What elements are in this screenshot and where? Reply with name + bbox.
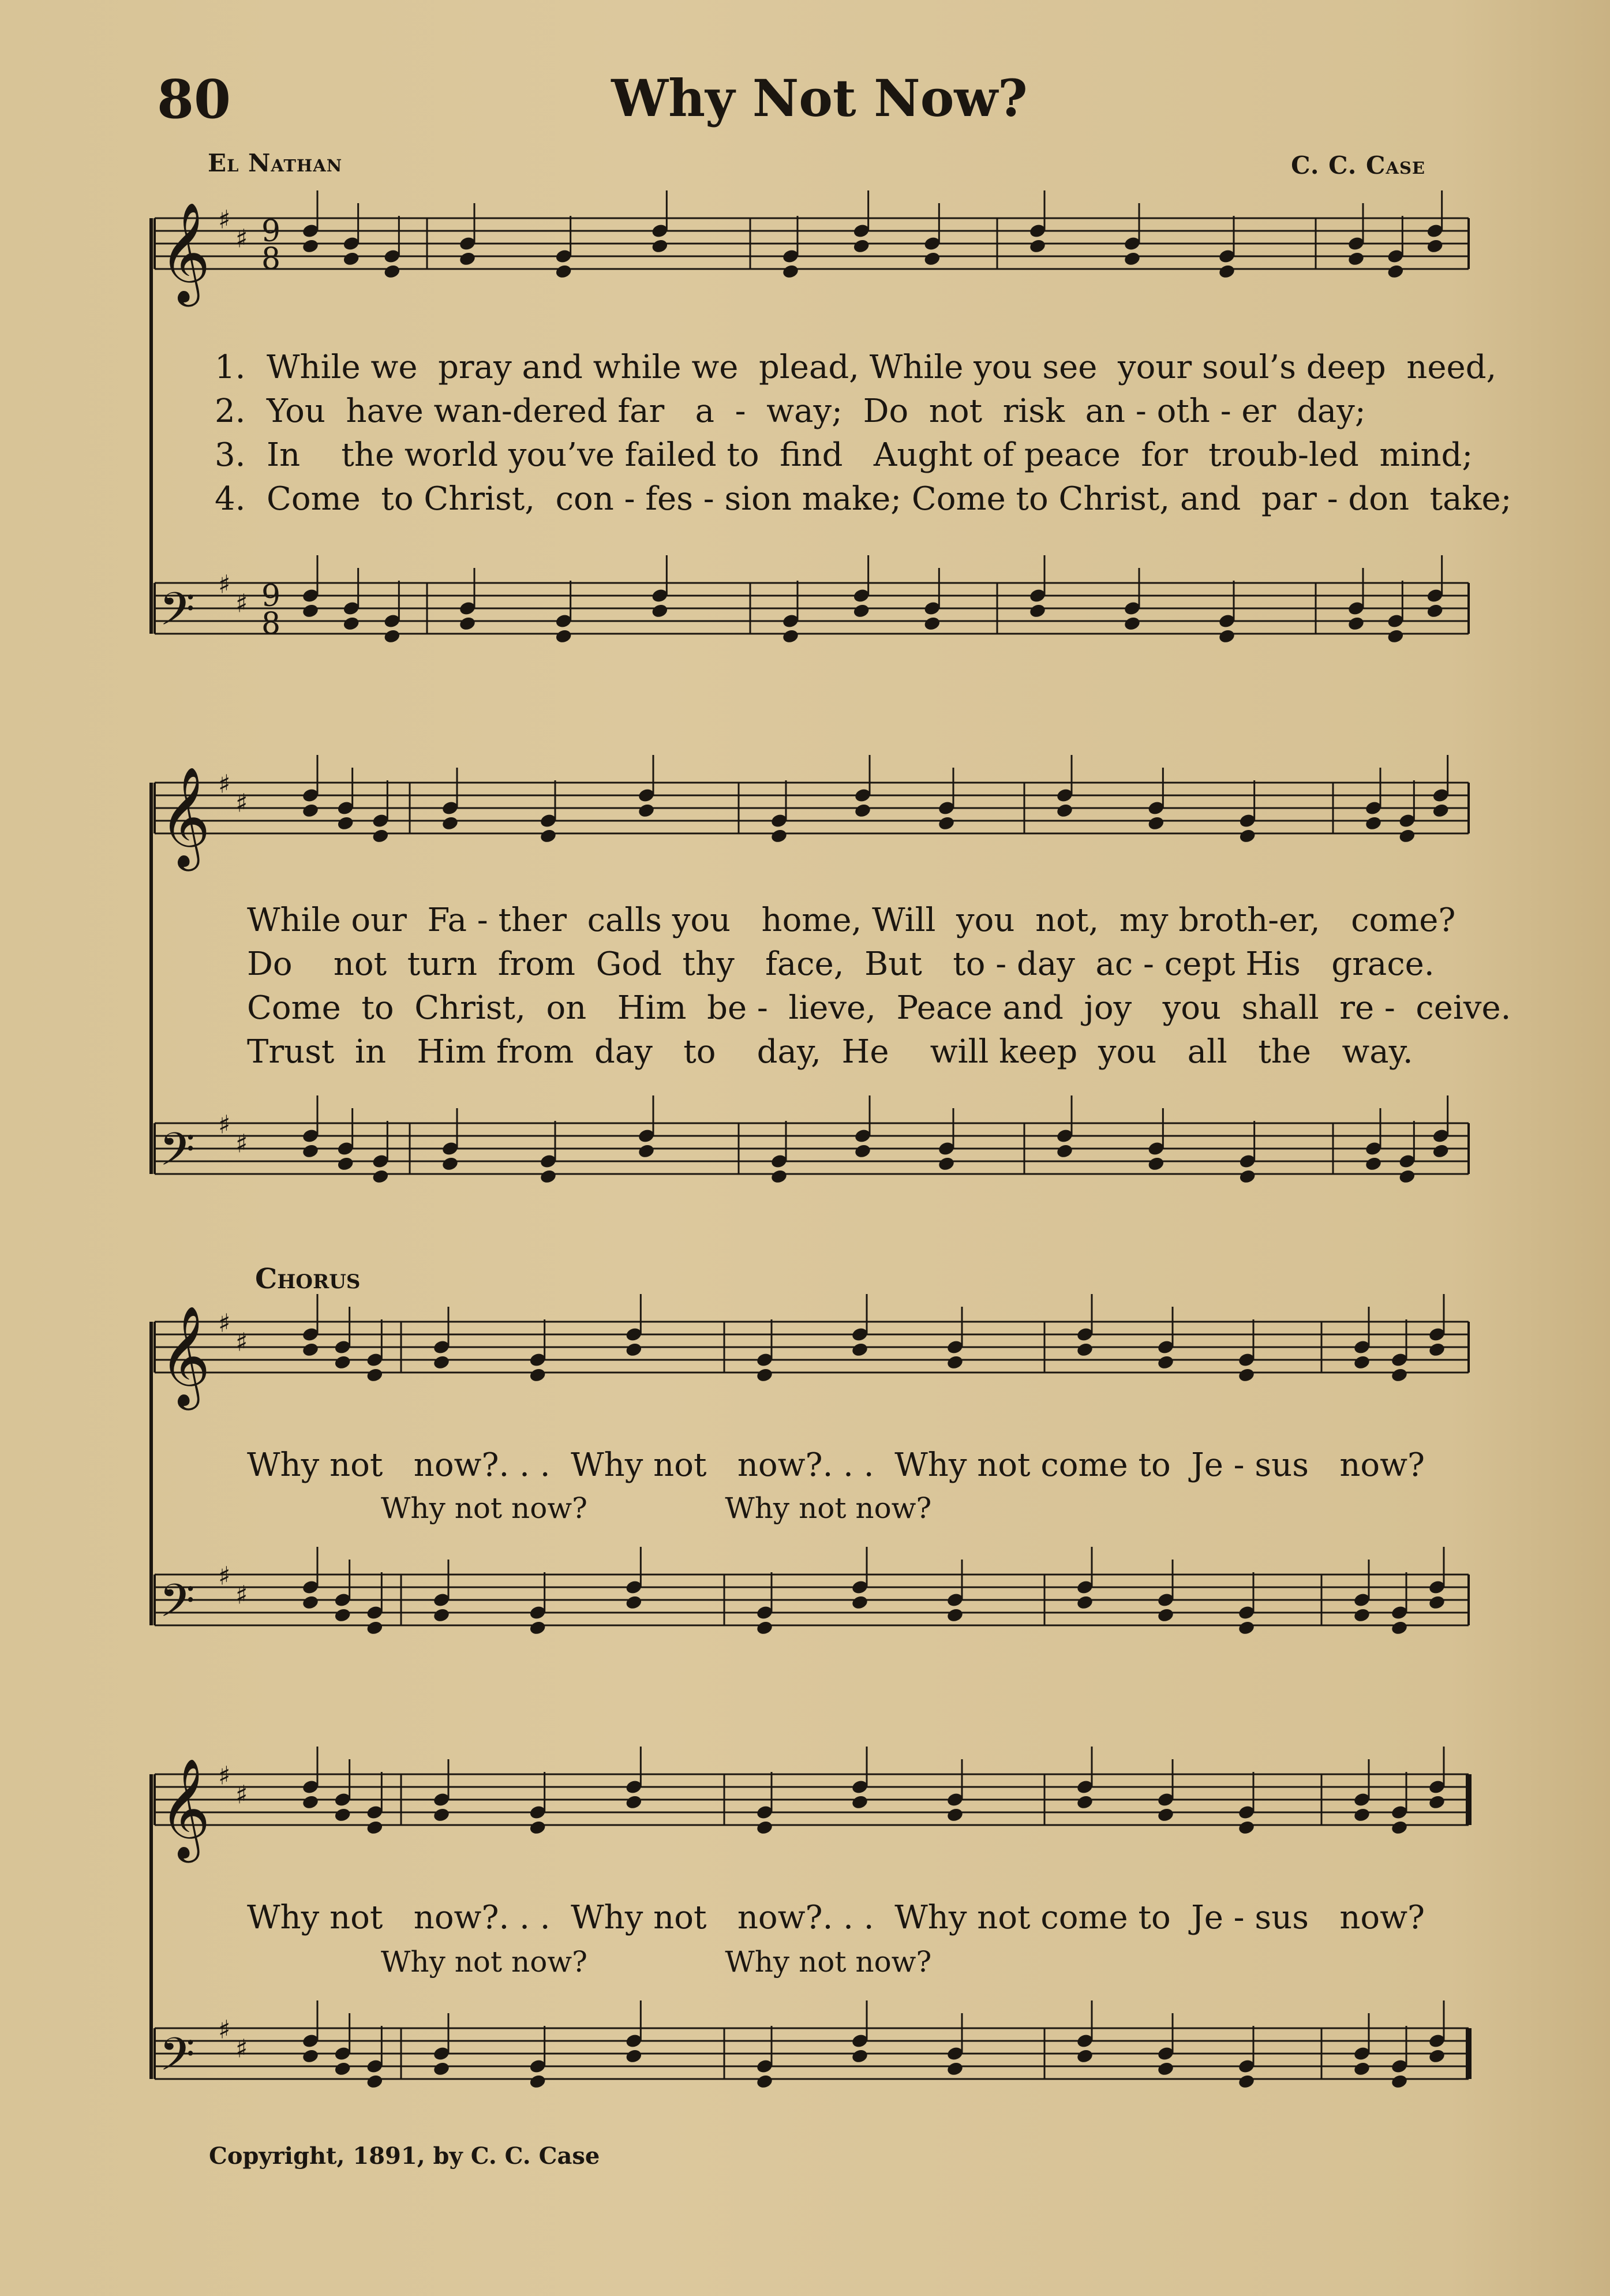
note-head: [529, 1820, 546, 1836]
note-head: [529, 2074, 546, 2090]
note-head: [625, 1794, 643, 1811]
sharp-icon: ♯: [235, 788, 248, 818]
note-head: [1123, 251, 1141, 267]
treble-clef-icon: 𝄞: [159, 766, 211, 867]
note-head: [853, 803, 871, 819]
note-head: [1347, 616, 1365, 632]
note-head: [651, 238, 669, 255]
note-head: [441, 816, 459, 832]
note-head: [334, 1607, 351, 1624]
treble-clef-icon: 𝄞: [159, 1306, 211, 1406]
note-head: [637, 803, 655, 819]
note-head: [301, 238, 319, 255]
note-head: [1028, 603, 1046, 619]
note-head: [1147, 816, 1165, 832]
note-head: [1347, 251, 1365, 267]
note-head: [441, 1156, 459, 1172]
verse-1-line-b: While our Fa - ther calls you home, Will you not, my broth-er, come?: [247, 902, 1456, 939]
note-head: [1426, 603, 1444, 619]
note-head: [529, 1367, 546, 1383]
note-head: [1428, 1342, 1446, 1358]
bass-clef-icon: 𝄢: [159, 1574, 195, 1639]
note-head: [852, 238, 870, 255]
note-head: [432, 1355, 450, 1371]
note-head: [1055, 803, 1073, 819]
note-head: [1028, 238, 1046, 255]
note-head: [625, 1595, 643, 1611]
sharp-icon: ♯: [235, 589, 248, 619]
chorus-1-echo: Why not now? Why not now?: [381, 1491, 932, 1525]
note-head: [372, 1169, 390, 1185]
note-head: [539, 828, 557, 844]
note-head: [625, 1342, 643, 1358]
note-head: [334, 1807, 351, 1823]
note-head: [625, 2048, 643, 2065]
bass-clef-icon: 𝄢: [159, 1123, 195, 1187]
note-head: [334, 1355, 351, 1371]
note-head: [529, 1620, 546, 1636]
note-head: [336, 816, 354, 832]
verse-3-line-b: Come to Christ, on Him be - lieve, Peace and joy you shall re - ceive.: [247, 989, 1511, 1027]
note-head: [301, 2048, 319, 2065]
note-head: [1353, 1607, 1371, 1624]
note-head: [301, 1595, 319, 1611]
note-head: [637, 1143, 655, 1160]
note-head: [851, 1794, 868, 1811]
note-head: [1398, 828, 1416, 844]
note-head: [301, 1794, 319, 1811]
sharp-icon: ♯: [218, 1761, 231, 1791]
bass-clef-icon: 𝄢: [159, 2028, 195, 2092]
note-head: [383, 264, 401, 280]
note-head: [781, 629, 799, 645]
verse-3-line-a: 3. In the world you’ve failed to find Aught of peace for troub-led mind;: [215, 436, 1473, 474]
chorus-2-lyrics: Why not now?. . . Why not now?. . . Why not come to Je - sus now?: [247, 1899, 1425, 1936]
note-head: [1237, 2074, 1255, 2090]
note-head: [755, 1820, 773, 1836]
time-signature-top: 9: [261, 579, 281, 614]
note-head: [1364, 1156, 1382, 1172]
note-head: [372, 828, 390, 844]
verse-4-line-a: 4. Come to Christ, con - fes - sion make; Come to Christ, and par - don take;: [215, 480, 1512, 518]
note-head: [755, 2074, 773, 2090]
bass-clef-icon: 𝄢: [159, 582, 195, 647]
note-head: [853, 1143, 871, 1160]
note-head: [301, 1143, 319, 1160]
note-head: [1076, 2048, 1094, 2065]
chorus-label: Chorus: [255, 1263, 361, 1295]
verse-2-line-a: 2. You have wan-dered far a - way; Do not risk an - oth - er day;: [215, 392, 1366, 430]
verse-2-line-b: Do not turn from God thy face, But to - day ac - cept His grace.: [247, 945, 1435, 983]
page-number: 80: [157, 68, 231, 130]
note-head: [458, 616, 476, 632]
sharp-icon: ♯: [235, 1129, 248, 1159]
note-head: [781, 264, 799, 280]
note-head: [1428, 1794, 1446, 1811]
note-head: [366, 1820, 384, 1836]
sharp-icon: ♯: [235, 2034, 248, 2064]
note-head: [1432, 1143, 1450, 1160]
note-head: [651, 603, 669, 619]
note-head: [366, 1620, 384, 1636]
note-head: [1156, 2061, 1174, 2077]
note-head: [555, 629, 572, 645]
note-head: [1076, 1794, 1094, 1811]
note-head: [946, 1807, 964, 1823]
note-head: [937, 816, 955, 832]
treble-clef-icon: 𝄞: [159, 202, 211, 302]
note-head: [1432, 803, 1450, 819]
note-head: [432, 1807, 450, 1823]
note-head: [1353, 1807, 1371, 1823]
note-head: [1353, 1355, 1371, 1371]
note-head: [1428, 2048, 1446, 2065]
note-head: [923, 251, 941, 267]
note-head: [1076, 1342, 1094, 1358]
verse-1-line-a: 1. While we pray and while we plead, While you see your soul’s deep need,: [215, 349, 1497, 386]
note-head: [432, 2061, 450, 2077]
note-head: [1390, 1820, 1408, 1836]
copyright-notice: Copyright, 1891, by C. C. Case: [209, 2142, 600, 2170]
verse-4-line-b: Trust in Him from day to day, He will keep you all the way.: [247, 1033, 1413, 1071]
note-head: [342, 251, 360, 267]
sharp-icon: ♯: [218, 205, 231, 235]
note-head: [555, 264, 572, 280]
note-head: [851, 1342, 868, 1358]
note-head: [1218, 629, 1235, 645]
treble-clef-icon: 𝄞: [159, 1758, 211, 1859]
note-head: [1123, 616, 1141, 632]
note-head: [1390, 2074, 1408, 2090]
note-head: [946, 1355, 964, 1371]
note-head: [1428, 1595, 1446, 1611]
note-head: [342, 616, 360, 632]
note-head: [937, 1156, 955, 1172]
note-head: [1156, 1807, 1174, 1823]
note-head: [923, 616, 941, 632]
note-head: [1218, 264, 1235, 280]
note-head: [1353, 2061, 1371, 2077]
note-head: [1055, 1143, 1073, 1160]
note-head: [301, 1342, 319, 1358]
note-head: [851, 2048, 868, 2065]
sharp-icon: ♯: [218, 769, 231, 799]
note-head: [1364, 816, 1382, 832]
note-head: [755, 1620, 773, 1636]
chorus-1-lyrics: Why not now?. . . Why not now?. . . Why not come to Je - sus now?: [247, 1446, 1425, 1484]
time-signature-bottom: 8: [261, 607, 281, 641]
note-head: [946, 2061, 964, 2077]
note-head: [366, 2074, 384, 2090]
sharp-icon: ♯: [218, 1110, 231, 1140]
sharp-icon: ♯: [218, 1308, 231, 1338]
hymn-title: Why Not Now?: [611, 68, 1028, 128]
note-head: [336, 1156, 354, 1172]
note-head: [458, 251, 476, 267]
chorus-2-echo: Why not now? Why not now?: [381, 1945, 932, 1979]
note-head: [1156, 1607, 1174, 1624]
author-credit: El Nathan: [208, 149, 343, 177]
note-head: [334, 2061, 351, 2077]
note-head: [383, 629, 401, 645]
note-head: [770, 828, 788, 844]
sharp-icon: ♯: [235, 1580, 248, 1610]
sharp-icon: ♯: [235, 1780, 248, 1810]
note-head: [1147, 1156, 1165, 1172]
note-head: [1237, 1367, 1255, 1383]
note-head: [1156, 1355, 1174, 1371]
sharp-icon: ♯: [218, 1561, 231, 1591]
sharp-icon: ♯: [218, 570, 231, 600]
note-head: [770, 1169, 788, 1185]
note-head: [851, 1595, 868, 1611]
note-head: [1076, 1595, 1094, 1611]
time-signature-top: 9: [261, 214, 281, 249]
note-head: [1387, 264, 1405, 280]
note-head: [755, 1367, 773, 1383]
note-head: [366, 1367, 384, 1383]
note-head: [1398, 1169, 1416, 1185]
sharp-icon: ♯: [218, 2015, 231, 2045]
sharp-icon: ♯: [235, 224, 248, 254]
note-head: [852, 603, 870, 619]
composer-credit: C. C. Case: [1291, 151, 1425, 180]
note-head: [1390, 1620, 1408, 1636]
sharp-icon: ♯: [235, 1328, 248, 1358]
note-head: [1387, 629, 1405, 645]
note-head: [1426, 238, 1444, 255]
note-head: [1237, 1820, 1255, 1836]
note-head: [539, 1169, 557, 1185]
note-head: [1237, 1620, 1255, 1636]
note-head: [946, 1607, 964, 1624]
note-head: [1238, 1169, 1256, 1185]
note-head: [1238, 828, 1256, 844]
time-signature-bottom: 8: [261, 242, 281, 276]
note-head: [432, 1607, 450, 1624]
note-head: [1390, 1367, 1408, 1383]
note-head: [301, 803, 319, 819]
note-head: [301, 603, 319, 619]
